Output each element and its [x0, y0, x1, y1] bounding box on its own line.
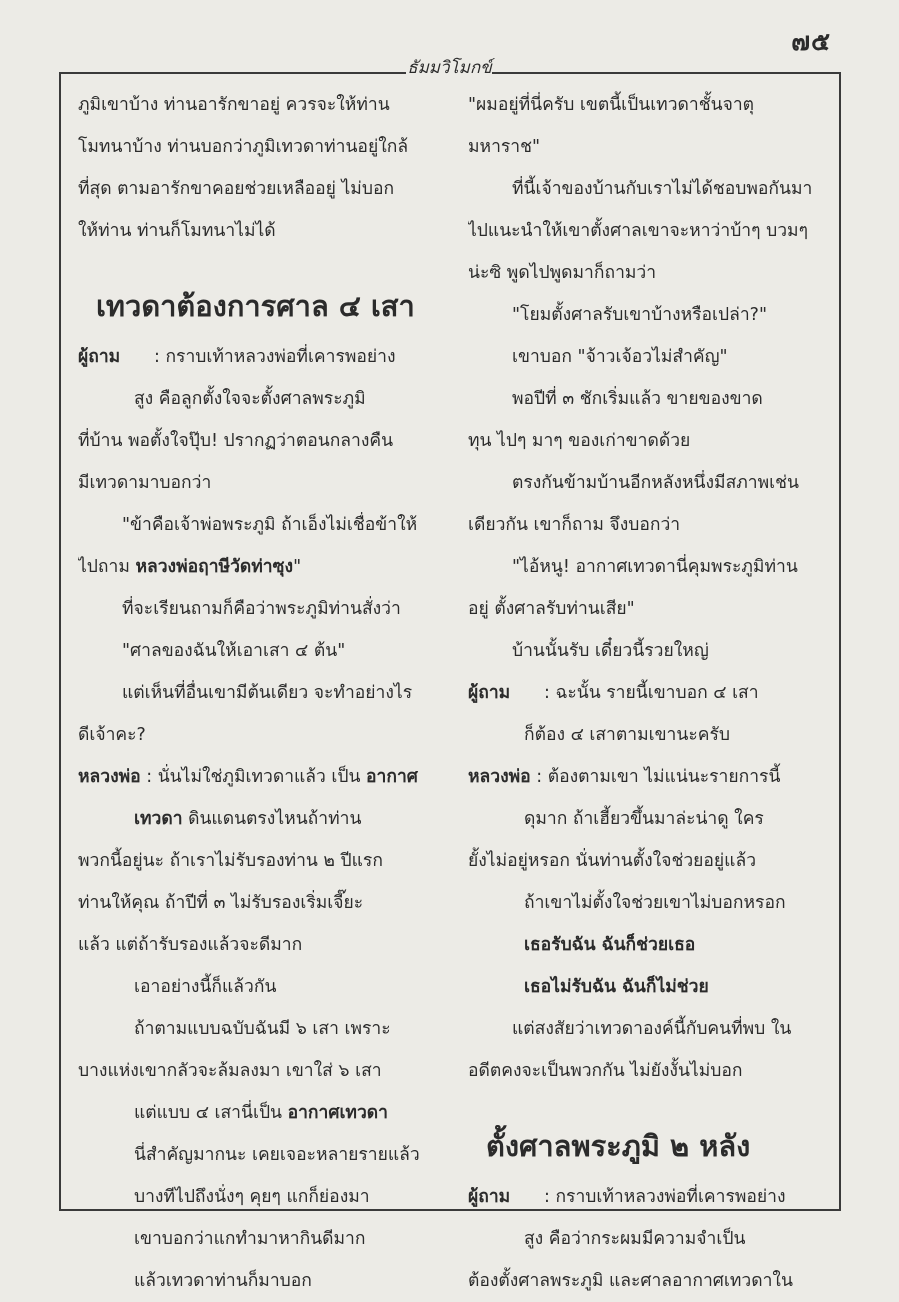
text-line: บางแห่งเขากลัวจะล้มลงมา เขาใส่ ๖ เสา	[78, 1061, 382, 1081]
speaker-luangpor: หลวงพ่อ	[78, 767, 141, 787]
running-head: ธัมมวิโมกข์	[407, 58, 492, 78]
text-line: พวกนี้อยู่นะ ถ้าเราไม่รับรองท่าน ๒ ปีแรก	[78, 851, 383, 871]
quote-line: เขาบอก "จ้าวเจ้อวไม่สำคัญ"	[512, 347, 728, 367]
speaker-questioner: ผู้ถาม	[468, 683, 511, 703]
question-text: : กราบเท้าหลวงพ่อที่เคารพอย่าง	[544, 1187, 786, 1207]
text-line	[78, 1092, 446, 1134]
text-line: แล้วเทวดาท่านก็มาบอก	[134, 1271, 312, 1291]
text-line: แล้ว แต่ถ้ารับรองแล้วจะดีมาก	[78, 935, 303, 955]
emphasis-line: เธอรับฉัน ฉันก็ช่วยเธอ	[524, 935, 696, 955]
answer-line	[78, 798, 446, 840]
text-line: ทุน ไปๆ มาๆ ของเก่าขาดด้วย	[468, 431, 691, 451]
text-line: เอาอย่างนี้ก็แล้วกัน	[134, 977, 277, 997]
text-line: ท่านให้คุณ ถ้าปีที่ ๓ ไม่รับรองเริ่มเจี๊ยะ	[78, 893, 364, 913]
quote-text: ไปถาม	[78, 557, 136, 577]
answer-text: : ต้องตามเขา ไม่แน่นะรายการนี้	[536, 767, 781, 787]
text-line: ยั้งไม่อยู่หรอก นั่นท่านตั้งใจช่วยอยู่แล้ว	[468, 851, 757, 871]
answer-bold: อากาศ	[366, 767, 418, 787]
text-line: สูง คือลูกตั้งใจจะตั้งศาลพระภูมิ	[134, 389, 366, 409]
text-line: ตรงกันข้ามบ้านอีกหลังหนึ่งมีสภาพเช่น	[512, 473, 799, 493]
text-line: สูง คือว่ากระผมมีความจำเป็น	[524, 1229, 746, 1249]
text-line: โมทนาบ้าง ท่านบอกว่าภูมิเทวดาท่านอยู่ใกล้	[78, 137, 409, 157]
text-line: น่ะซิ พูดไปพูดมาก็ถามว่า	[468, 263, 657, 283]
answer-line	[78, 756, 446, 798]
text-line: ดีเจ้าคะ?	[78, 725, 146, 745]
quote-text: "	[293, 557, 302, 577]
text-line: บ้านนั้นรับ เดี๋ยวนี้รวยใหญ่	[512, 641, 709, 661]
question-text: : กราบเท้าหลวงพ่อที่เคารพอย่าง	[154, 347, 396, 367]
emphasis-line: เธอไม่รับฉัน ฉันก็ไม่ช่วย	[524, 977, 709, 997]
text-line: ถ้าเขาไม่ตั้งใจช่วยเขาไม่บอกหรอก	[524, 893, 786, 913]
text-line: แต่เห็นที่อื่นเขามีต้นเดียว จะทำอย่างไร	[122, 683, 413, 703]
text-line: มีเทวดามาบอกว่า	[78, 473, 212, 493]
quote-line	[78, 546, 446, 588]
quote-line: อยู่ ตั้งศาลรับท่านเสีย"	[468, 599, 635, 619]
text-line: ไปแนะนำให้เขาตั้งศาลเขาจะหาว่าบ้าๆ บวมๆ	[468, 221, 808, 241]
text-bold: อากาศเทวดา	[287, 1103, 388, 1123]
question-line	[468, 1176, 824, 1218]
quote-line: มหาราช"	[468, 137, 541, 157]
text-line: ที่จะเรียนถามก็คือว่าพระภูมิท่านสั่งว่า	[122, 599, 401, 619]
text-span: แต่แบบ ๔ เสานี่เป็น	[134, 1103, 288, 1123]
text-line: ถ้าตามแบบฉบับฉันมี ๖ เสา เพราะ	[134, 1019, 391, 1039]
text-line: ที่บ้าน พอตั้งใจปุ๊บ! ปรากฏว่าตอนกลางคืน	[78, 431, 394, 451]
question-text: : ฉะนั้น รายนี้เขาบอก ๔ เสา	[544, 683, 759, 703]
answer-bold: เทวดา	[134, 809, 183, 829]
question-line	[78, 336, 446, 378]
text-line: ภูมิเขาบ้าง ท่านอารักขาอยู่ ควรจะให้ท่าน	[78, 95, 390, 115]
section-heading: ตั้งศาลพระภูมิ ๒ หลัง	[486, 1129, 751, 1163]
speaker-questioner: ผู้ถาม	[78, 347, 121, 367]
left-column	[78, 84, 446, 1302]
right-column	[468, 84, 824, 1302]
text-line: ที่สุด ตามอารักขาคอยช่วยเหลืออยู่ ไม่บอก	[78, 179, 395, 199]
page-number: ๗๕	[791, 27, 831, 56]
text-line: ก็ต้อง ๔ เสาตามเขานะครับ	[524, 725, 730, 745]
speaker-luangpor: หลวงพ่อ	[468, 767, 531, 787]
answer-line	[468, 756, 824, 798]
text-line: เขาบอกว่าแกทำมาหากินดีมาก	[134, 1229, 366, 1249]
section-heading: เทวดาต้องการศาล ๔ เสา	[96, 289, 415, 323]
text-line: บางทีไปถึงนั่งๆ คุยๆ แกก็ย่องมา	[134, 1187, 370, 1207]
quote-line: "ไอ้หนู! อากาศเทวดานี่คุมพระภูมิท่าน	[512, 557, 798, 577]
answer-text: ดินแดนตรงไหนถ้าท่าน	[182, 809, 362, 829]
quote-line: "ศาลของฉันให้เอาเสา ๔ ต้น"	[122, 641, 346, 661]
answer-text: : นั่นไม่ใช่ภูมิเทวดาแล้ว เป็น	[146, 767, 367, 787]
text-line: ให้ท่าน ท่านก็โมทนาไม่ได้	[78, 221, 276, 241]
quote-bold-name: หลวงพ่อฤาษีวัดท่าซุง	[135, 557, 294, 577]
quote-line: "โยมตั้งศาลรับเขาบ้างหรือเปล่า?"	[512, 305, 767, 325]
text-line: ต้องตั้งศาลพระภูมิ และศาลอากาศเทวดาใน	[468, 1271, 793, 1291]
speaker-questioner: ผู้ถาม	[468, 1187, 511, 1207]
text-line: อดีตคงจะเป็นพวกกัน ไม่ยังงั้นไม่บอก	[468, 1061, 743, 1081]
text-line: ที่นี้เจ้าของบ้านกับเราไม่ได้ชอบพอกันมา	[512, 179, 813, 199]
quote-line: "ข้าคือเจ้าพ่อพระภูมิ ถ้าเอ็งไม่เชื่อข้าให้	[122, 515, 418, 535]
text-line: ดุมาก ถ้าเฮี้ยวขึ้นมาล่ะน่าดู ใคร	[524, 809, 764, 829]
quote-line: "ผมอยู่ที่นี่ครับ เขตนี้เป็นเทวดาชั้นจาตุ	[468, 95, 755, 115]
text-line: เดียวกัน เขาก็ถาม จึงบอกว่า	[468, 515, 681, 535]
question-line	[468, 672, 824, 714]
text-line: นี่สำคัญมากนะ เคยเจอะหลายรายแล้ว	[134, 1145, 420, 1165]
text-line: แต่สงสัยว่าเทวดาองค์นี้กับคนที่พบ ใน	[512, 1019, 792, 1039]
text-line: พอปีที่ ๓ ชักเริ่มแล้ว ขายของขาด	[512, 389, 763, 409]
